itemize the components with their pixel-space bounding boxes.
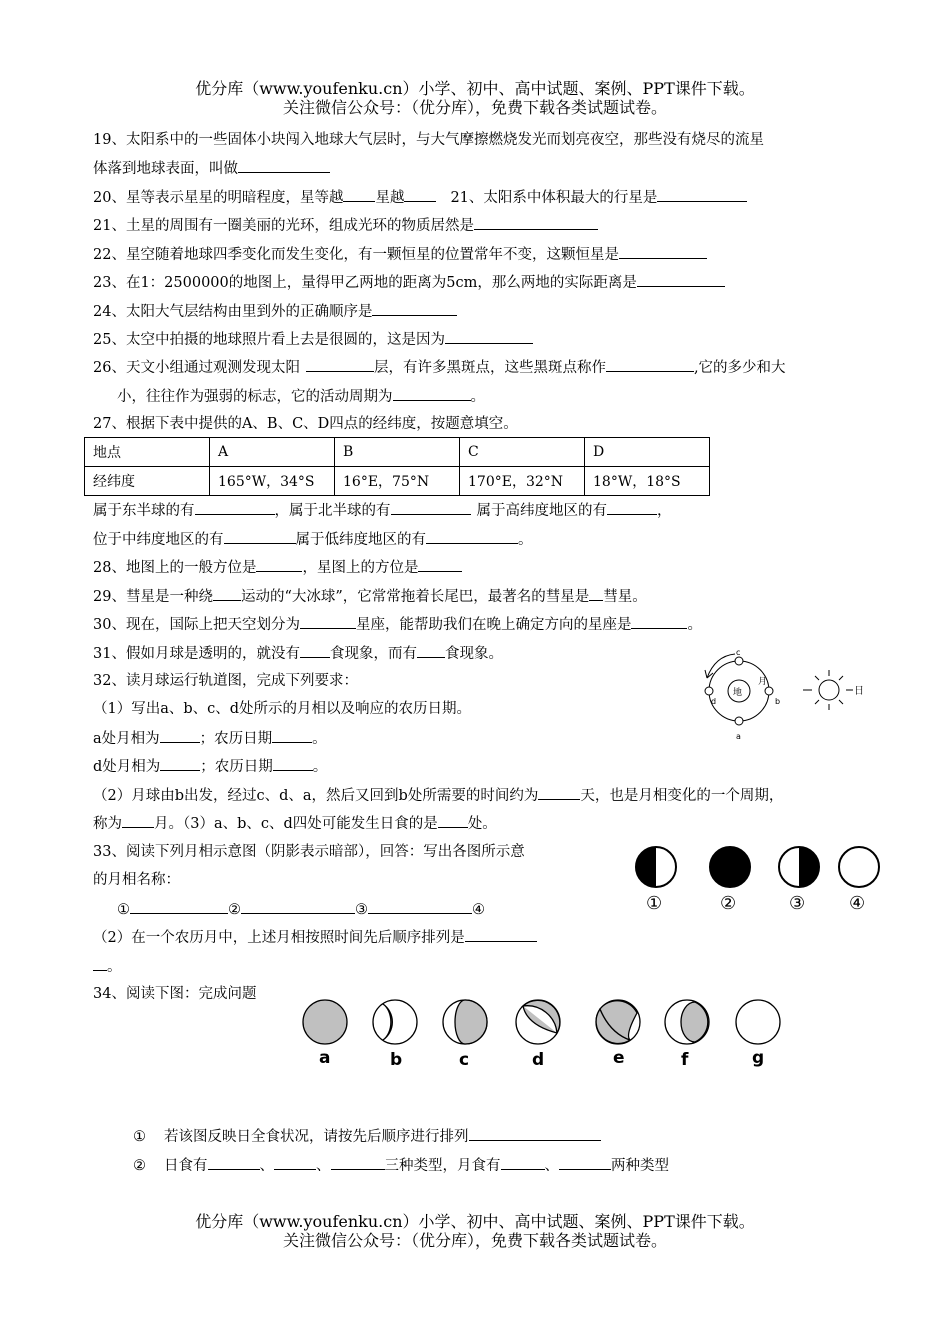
table-cell: 18°W，18°S: [585, 467, 710, 496]
blank[interactable]: [607, 500, 657, 515]
q19-line-2: 体落到地球表面，叫做: [93, 158, 330, 179]
blank[interactable]: [469, 1126, 601, 1141]
q32-part-2-line-1: （2）月球由b出发，经过c、d、a，然后又回到b处所需要的时间约为 天，也是月相变化的一个周期，: [93, 785, 783, 806]
table-cell: B: [335, 438, 460, 467]
table-cell: D: [585, 438, 710, 467]
blank[interactable]: [657, 187, 747, 202]
q32-a-line: a处月相为 ；农历日期 。: [93, 728, 327, 749]
blank[interactable]: [417, 643, 445, 658]
blank[interactable]: [637, 272, 725, 287]
blank[interactable]: [160, 728, 200, 743]
label-d: d: [711, 697, 717, 706]
eclipse-g: [736, 1000, 780, 1044]
blank[interactable]: [195, 500, 275, 515]
q21-line: 21、土星的周围有一圈美丽的光环，组成光环的物质居然是: [93, 215, 598, 236]
q28-line: 28、地图上的一般方位是 ，星图上的方位是: [93, 557, 462, 578]
q23-line: 23、在1：2500000的地图上，量得甲乙两地的距离为5cm，那么两地的实际距离是: [93, 272, 725, 293]
q27-line-1: 属于东半球的有 ，属于北半球的有 属于高纬度地区的有 ，: [93, 500, 672, 521]
q26-line-1: 26、天文小组通过观测发现太阳 层，有许多黑斑点，这些黑斑点称作 ,它的多少和大: [93, 357, 786, 378]
moon-a: [735, 717, 743, 725]
earth-label: 地: [733, 688, 743, 698]
q27-intro: 27、根据下表中提供的A、B、C、D四点的经纬度，按题意填空。: [93, 416, 518, 432]
blank[interactable]: [404, 187, 436, 202]
blank[interactable]: [538, 785, 580, 800]
eclipse-c: [443, 1000, 487, 1044]
blank[interactable]: [300, 643, 330, 658]
blank[interactable]: [130, 899, 228, 914]
phase-1: [636, 847, 676, 887]
label-b: b: [775, 697, 781, 706]
blank[interactable]: [160, 756, 200, 771]
q34-title: 34、阅读下图：完成问题: [93, 986, 257, 1002]
q32-part-2-line-2: 称为 月。（3）a、b、c、d四处可能发生日食的是 处。: [93, 813, 497, 834]
phase-4: [839, 847, 879, 887]
phase-2: [710, 847, 750, 887]
footer-line-2: 关注微信公众号：（优分库），免费下载各类试题试卷。: [282, 1231, 667, 1250]
eclipse-label: a: [319, 1048, 331, 1068]
table-cell: 经纬度: [85, 467, 210, 496]
phase-label: ①: [646, 893, 663, 914]
moon-b: [765, 687, 773, 695]
table-cell: 16°E，75°N: [335, 467, 460, 496]
blank[interactable]: [213, 586, 241, 601]
q19-line-1: 19、太阳系中的一些固体小块闯入地球大气层时，与大气摩擦燃烧发光而划亮夜空，那些没有烧尽的流星: [93, 132, 764, 148]
blank[interactable]: [474, 215, 598, 230]
table-cell: A: [210, 438, 335, 467]
q33-line-5: 。: [93, 956, 122, 977]
moon-orbit-diagram: [695, 648, 870, 743]
blank[interactable]: [391, 500, 471, 515]
blank[interactable]: [238, 158, 330, 173]
blank[interactable]: [393, 386, 471, 401]
q32-d-line: d处月相为 ；农历日期 。: [93, 756, 327, 777]
sun-icon: [803, 670, 853, 710]
eclipse-sequence-figure: [295, 995, 795, 1075]
eclipse-label: b: [390, 1050, 403, 1070]
blank[interactable]: [306, 357, 374, 372]
blank[interactable]: [426, 529, 518, 544]
blank[interactable]: [273, 756, 313, 771]
eclipse-a: [303, 1000, 347, 1044]
moon-phase-figure: [628, 840, 888, 915]
q31-line: 31、假如月球是透明的，就没有 食现象，而有 食现象。: [93, 643, 503, 664]
blank[interactable]: [224, 529, 296, 544]
blank[interactable]: [589, 586, 603, 601]
table-row: [85, 467, 710, 496]
phase-label: ②: [720, 893, 737, 914]
header-line-2: 关注微信公众号：（优分库），免费下载各类试题试卷。: [282, 98, 667, 117]
label-c: c: [736, 648, 741, 657]
blank[interactable]: [343, 187, 375, 202]
q33-line-1: 33、阅读下列月相示意图（阴影表示暗部），回答：写出各图所示意: [93, 844, 525, 860]
q32-part-1: （1）写出a、b、c、d处所示的月相以及响应的农历日期。: [93, 701, 472, 717]
eclipse-b: [373, 1000, 417, 1044]
blank[interactable]: [631, 614, 687, 629]
coordinates-table: [84, 437, 710, 496]
eclipse-e: [596, 1000, 640, 1044]
moon-c: [735, 657, 743, 665]
sun-label: 日: [854, 686, 864, 697]
q27-line-2: 位于中纬度地区的有 属于低纬度地区的有 。: [93, 529, 533, 550]
q33-blanks: ① ② ③ ④: [117, 899, 485, 920]
blank[interactable]: [122, 813, 154, 828]
blank[interactable]: [368, 899, 472, 914]
blank[interactable]: [256, 557, 302, 572]
blank[interactable]: [501, 1155, 545, 1170]
eclipse-f: [665, 1000, 709, 1044]
phase-label: ④: [849, 893, 866, 914]
footer-line-1: 优分库（www.youfenku.cn）小学、初中、高中试题、案例、PPT课件下载。: [195, 1212, 755, 1231]
blank[interactable]: [300, 614, 356, 629]
table-cell: 170°E，32°N: [460, 467, 585, 496]
q30-line: 30、现在，国际上把天空划分为 星座，能帮助我们在晚上确定方向的星座是 。: [93, 614, 702, 635]
eclipse-label: f: [681, 1050, 689, 1070]
eclipse-label: g: [752, 1048, 765, 1068]
q32-title: 32、读月球运行轨道图，完成下列要求：: [93, 673, 358, 689]
q24-line: 24、太阳大气层结构由里到外的正确顺序是: [93, 301, 457, 322]
blank[interactable]: [445, 329, 533, 344]
label-a: a: [736, 732, 741, 741]
blank[interactable]: [331, 1155, 385, 1170]
q22-line: 22、星空随着地球四季变化而发生变化，有一颗恒星的位置常年不变，这颗恒星是: [93, 244, 707, 265]
q34-sub-1: ① 若该图反映日全食状况，请按先后顺序进行排列: [133, 1126, 601, 1147]
q25-line: 25、太空中拍摄的地球照片看上去是很圆的，这是因为: [93, 329, 533, 350]
q34-sub-2: ② 日食有 、 、 三种类型，月食有 、 两种类型: [133, 1155, 669, 1176]
blank[interactable]: [208, 1155, 260, 1170]
eclipse-d: [516, 1000, 560, 1044]
blank[interactable]: [274, 1155, 316, 1170]
eclipse-label: e: [613, 1048, 625, 1068]
table-cell: C: [460, 438, 585, 467]
q29-line: 29、彗星是一种绕 运动的“大冰球”，它常常拖着长尾巴，最著名的彗星是 彗星。: [93, 586, 647, 607]
blank[interactable]: [93, 956, 107, 971]
blank[interactable]: [272, 728, 312, 743]
q20-line: 20、星等表示星星的明暗程度，星等越 星越 21、太阳系中体积最大的行星是: [93, 187, 747, 208]
header-line-1: 优分库（www.youfenku.cn）小学、初中、高中试题、案例、PPT课件下载。: [195, 79, 755, 98]
table-cell: 地点: [85, 438, 210, 467]
eclipse-label: c: [459, 1050, 470, 1070]
blank[interactable]: [465, 927, 537, 942]
blank[interactable]: [241, 899, 355, 914]
q26-line-2: 小，往往作为强弱的标志，它的活动周期为 。: [117, 386, 485, 407]
table-row: [85, 438, 710, 467]
blank[interactable]: [559, 1155, 611, 1170]
eclipse-label: d: [532, 1050, 545, 1070]
blank[interactable]: [606, 357, 694, 372]
table-cell: 165°W，34°S: [210, 467, 335, 496]
phase-3: [779, 847, 819, 887]
q33-line-4: （2）在一个农历月中，上述月相按照时间先后顺序排列是: [93, 927, 537, 948]
blank[interactable]: [438, 813, 468, 828]
blank[interactable]: [372, 301, 457, 316]
blank[interactable]: [619, 244, 707, 259]
moon-label: 月: [758, 677, 768, 687]
q33-line-2: 的月相名称：: [93, 872, 180, 888]
phase-label: ③: [789, 893, 806, 914]
blank[interactable]: [418, 557, 462, 572]
moon-d: [705, 687, 713, 695]
